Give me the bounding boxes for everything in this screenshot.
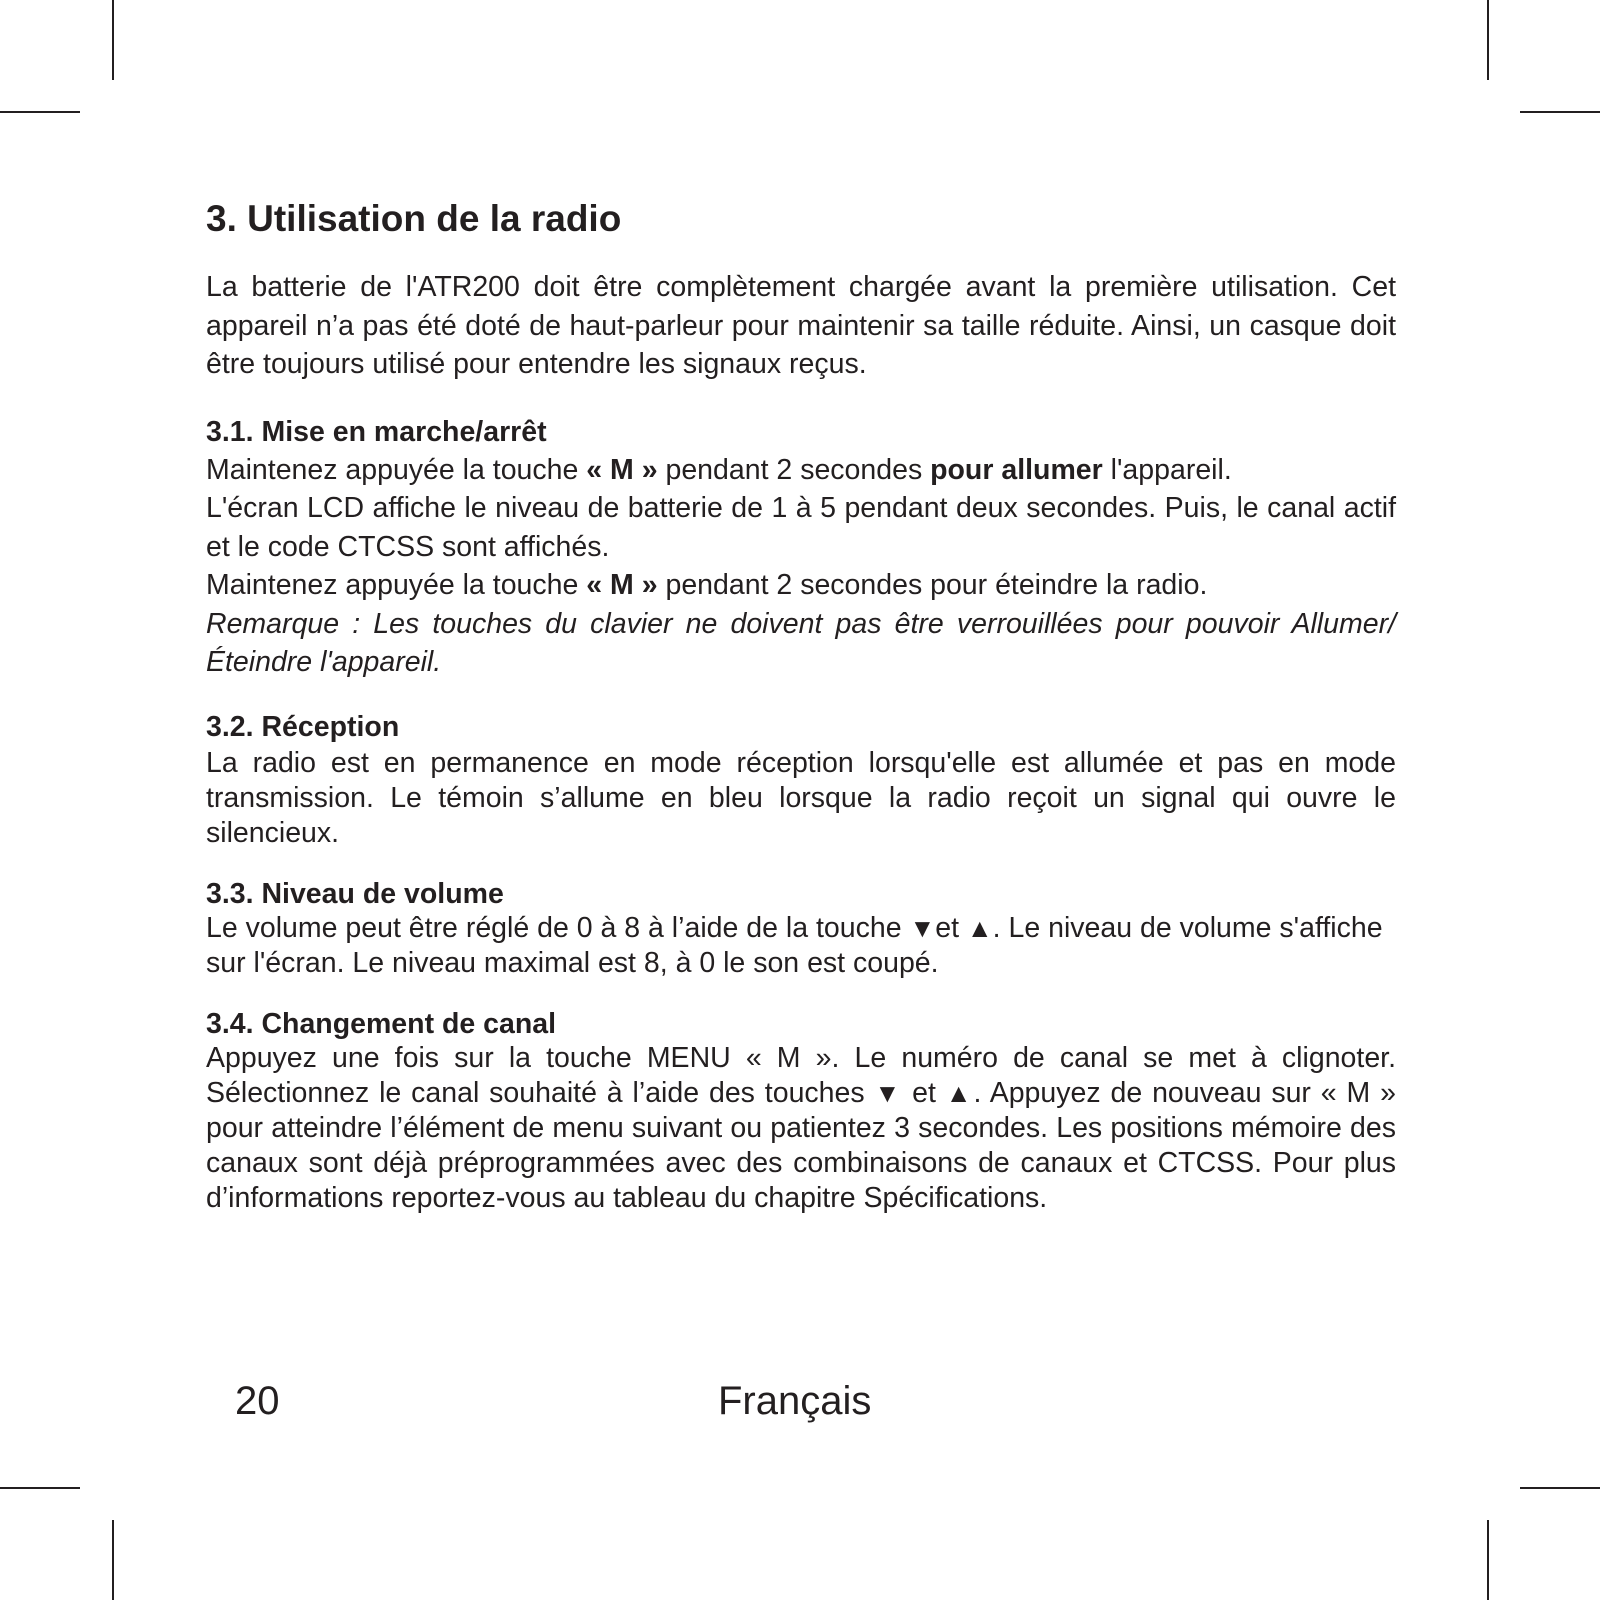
text-fragment: . Le niveau de volume s'affiche sur l'écran. Le niveau maximal est 8, à 0 le son est coupé.	[206, 911, 1383, 979]
text-fragment: . Appuyez de nouveau sur « M » pour atteindre l’élément de menu suivant ou patientez 3 secondes. Les positions mémoire des canaux sont déjà préprogrammées avec des combinaisons de canaux et CTCSS. Pour plus d’informations reportez-vous au tableau du chapitre Spécifications.	[206, 1076, 1397, 1214]
section-heading: 3.2. Réception	[206, 710, 400, 743]
down-arrow-icon: ▼	[909, 912, 936, 943]
section-power	[206, 413, 1396, 682]
lcd-paragraph: L'écran LCD affiche le niveau de batterie de 1 à 5 pendant deux secondes. Puis, le canal actif et le code CTCSS sont affichés.	[206, 492, 1396, 563]
text-fragment: l'appareil.	[1102, 453, 1232, 486]
crop-mark	[1520, 1487, 1600, 1489]
crop-mark	[0, 1487, 80, 1489]
emphasis-text: pour allumer	[930, 453, 1103, 486]
text-fragment: et	[902, 1076, 946, 1109]
section-channel	[206, 1007, 1396, 1216]
up-arrow-icon: ▲	[945, 1077, 974, 1108]
crop-mark	[112, 0, 114, 80]
intro-paragraph: La batterie de l'ATR200 doit être complètement chargée avant la première utilisation. Cet appareil n’a pas été doté de haut-parleur pour maintenir sa taille réduite. Ainsi, un casque doit être toujours utilisé pour entendre les signaux reçus.	[206, 271, 1396, 380]
text-fragment: Maintenez appuyée la touche	[206, 453, 587, 486]
remark-paragraph	[206, 605, 1396, 682]
text-fragment: Maintenez appuyée la touche	[206, 569, 587, 601]
section-heading: 3.1. Mise en marche/arrêt	[206, 415, 547, 448]
section-reception	[206, 708, 1396, 851]
volume-paragraph	[206, 911, 1396, 981]
power-off-paragraph	[206, 566, 1396, 605]
crop-mark	[112, 1520, 114, 1600]
key-label: « M »	[586, 569, 658, 601]
page-title: 3. Utilisation de la radio	[206, 198, 622, 239]
crop-mark	[1487, 1520, 1489, 1600]
section-heading: 3.4. Changement de canal	[206, 1007, 557, 1040]
text-fragment: pendant 2 secondes	[657, 453, 931, 486]
crop-mark	[1520, 111, 1600, 113]
text-fragment: pendant 2 secondes pour éteindre la radio.	[657, 569, 1208, 601]
remark-text: Remarque : Les touches du clavier ne doivent pas être verrouillées pour pouvoir Allumer/Éteindre l'appareil.	[206, 607, 1396, 678]
key-label: « M »	[586, 453, 658, 486]
page-number: 20	[235, 1379, 280, 1423]
down-arrow-icon: ▼	[874, 1077, 903, 1108]
power-on-paragraph	[206, 451, 1396, 490]
text-fragment: et	[935, 911, 967, 944]
text-fragment: Appuyez une fois sur la touche MENU « M ». Le numéro de canal se met à clignoter. Sélectionnez le canal souhaité à l’aide des touches	[206, 1041, 1396, 1109]
page-content	[206, 196, 1396, 1242]
intro-section	[206, 268, 1396, 384]
channel-paragraph	[206, 1041, 1396, 1216]
text-fragment: Le volume peut être réglé de 0 à 8 à l’aide de la touche	[206, 911, 910, 944]
crop-mark	[1487, 0, 1489, 80]
language-label: Français	[718, 1379, 872, 1423]
section-volume	[206, 877, 1396, 981]
up-arrow-icon: ▲	[966, 912, 993, 943]
reception-paragraph: La radio est en permanence en mode réception lorsqu'elle est allumée et pas en mode transmission. Le témoin s’allume en bleu lorsque la radio reçoit un signal qui ouvre le silencieux.	[206, 746, 1396, 849]
section-heading: 3.3. Niveau de volume	[206, 877, 504, 910]
crop-mark	[0, 111, 80, 113]
